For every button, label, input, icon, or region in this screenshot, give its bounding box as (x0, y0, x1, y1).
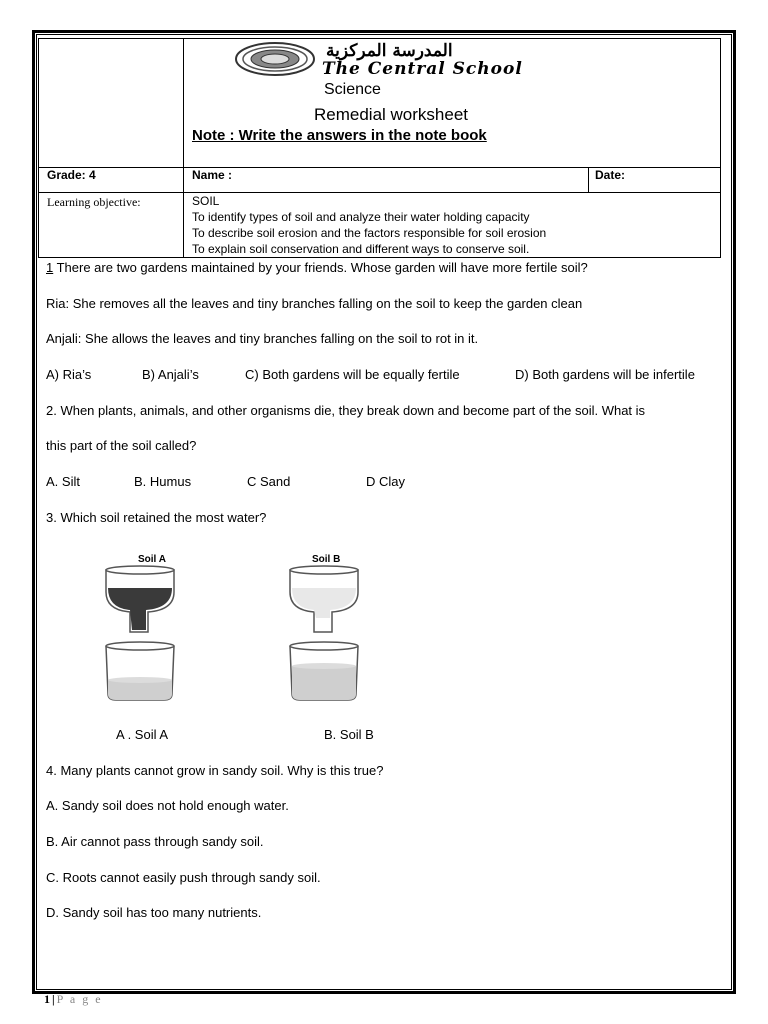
note-text: Note : Write the answers in the note book (192, 127, 487, 144)
q1-option-a: A) Ria’s (46, 367, 92, 382)
objective-label: Learning objective: (39, 193, 184, 258)
page-footer (44, 992, 103, 1007)
page-number: 1 (44, 992, 52, 1006)
q2-option-b: B. Humus (134, 474, 192, 489)
q4-option-b: B. Air cannot pass through sandy soil. (46, 834, 264, 849)
header-blank-cell (39, 39, 184, 168)
soil-b-funnel (290, 566, 358, 632)
grade-cell: Grade: 4 (39, 168, 184, 193)
q1-option-b: B) Anjali’s (142, 367, 199, 382)
question-1-anjali: Anjali: She allows the leaves and tiny branches falling on the soil to rot in it. (46, 331, 479, 346)
objective-item: SOIL (192, 194, 220, 208)
name-cell: Name : (184, 168, 589, 193)
school-name-english: The Central School (322, 59, 523, 79)
question-2-line2: this part of the soil called? (46, 438, 197, 453)
worksheet-title: Remedial worksheet (314, 105, 469, 124)
question-4: 4. Many plants cannot grow in sandy soil. Why is this true? (46, 763, 384, 778)
soil-a-label: Soil A (138, 554, 166, 565)
q4-option-a: A. Sandy soil does not hold enough water. (46, 798, 289, 813)
question-2-line1: 2. When plants, animals, and other organisms die, they break down and become part of the soil. What is (46, 403, 646, 418)
date-cell: Date: (589, 168, 721, 193)
header-table (38, 38, 721, 258)
page-separator: | (52, 992, 57, 1006)
soil-b-label: Soil B (312, 554, 341, 565)
header-title-cell (184, 39, 721, 168)
soil-beakers-illustration (90, 548, 420, 708)
q1-option-d: D) Both gardens will be infertile (515, 367, 695, 382)
objective-item: To explain soil conservation and different ways to conserve soil. (192, 242, 530, 256)
objective-item: To describe soil erosion and the factors responsible for soil erosion (192, 226, 547, 240)
q1-option-c: C) Both gardens will be equally fertile (245, 367, 460, 382)
q2-option-a: A. Silt (46, 474, 80, 489)
soil-a-funnel (106, 566, 174, 632)
q4-option-c: C. Roots cannot easily push through sandy soil. (46, 870, 321, 885)
q3-option-b: B. Soil B (324, 727, 374, 742)
question-1-text: There are two gardens maintained by your friends. Whose garden will have more fertile soil? (53, 260, 588, 275)
worksheet-note (192, 127, 487, 144)
question-1 (46, 260, 588, 275)
q2-option-c: C Sand (247, 474, 291, 489)
soil-b-beaker (290, 642, 358, 700)
school-logo (234, 41, 574, 79)
objective-list (184, 193, 721, 258)
question-3: 3. Which soil retained the most water? (46, 510, 267, 525)
q2-option-d: D Clay (366, 474, 406, 489)
q3-option-a: A . Soil A (116, 727, 169, 742)
subject-title: Science (324, 81, 381, 98)
q4-option-d: D. Sandy soil has too many nutrients. (46, 905, 262, 920)
page-word: P a g e (56, 992, 103, 1006)
soil-a-beaker (106, 642, 174, 700)
objective-item: To identify types of soil and analyze their water holding capacity (192, 210, 530, 224)
question-1-ria: Ria: She removes all the leaves and tiny branches falling on the soil to keep the garden clean (46, 296, 583, 311)
question-1-number: 1 (46, 260, 54, 275)
school-emblem-icon (234, 41, 316, 77)
school-name-arabic: المدرسة المركزية (326, 41, 453, 61)
